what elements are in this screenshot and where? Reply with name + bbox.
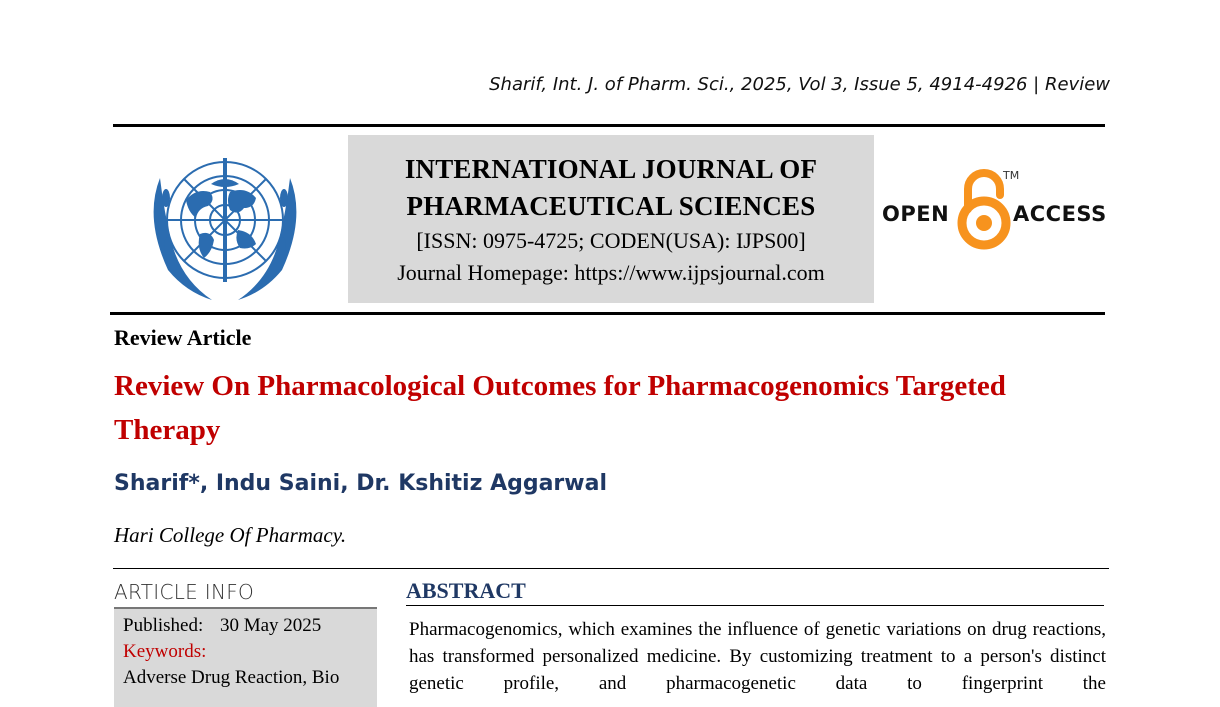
abstract-text: Pharmacogenomics, which examines the influence of genetic variations on drug reactions, has transformed personalized medicine. By customizing treatment to a person's distinct genetic profile, and pharmacogenetic data to fingerprint the	[409, 619, 1106, 694]
keywords-text: Adverse Drug Reaction, Bio	[123, 667, 340, 688]
journal-homepage: Journal Homepage: https://www.ijpsjournal.com	[397, 260, 825, 285]
article-type: Review Article	[114, 325, 252, 350]
trademark-mark: TM	[1003, 169, 1020, 182]
section-divider	[113, 568, 1109, 569]
journal-logo-emblem-icon	[126, 138, 324, 306]
published-row	[123, 613, 368, 639]
open-access-right-text: ACCESS	[1013, 202, 1107, 226]
abstract-heading: ABSTRACT	[406, 578, 1104, 606]
header-top-rule	[113, 124, 1105, 127]
journal-issn: [ISSN: 0975-4725; CODEN(USA): IJPS00]	[416, 228, 806, 253]
article-title: Review On Pharmacological Outcomes for Pharmacogenomics Targeted Therapy	[114, 370, 1006, 446]
article-info-box	[114, 607, 377, 707]
article-info-heading: ARTICLE INFO	[114, 580, 255, 604]
open-access-logo	[880, 165, 1110, 255]
journal-header-box	[348, 135, 874, 303]
journal-name-line1: INTERNATIONAL JOURNAL OF	[404, 154, 818, 184]
author-list: Sharif*, Indu Saini, Dr. Kshitiz Aggarwal	[114, 471, 607, 496]
published-date: 30 May 2025	[219, 615, 322, 636]
affiliation: Hari College Of Pharmacy.	[114, 523, 347, 547]
keywords-label: Keywords:	[123, 641, 207, 662]
published-label: Published:	[123, 615, 204, 636]
header-bottom-rule	[110, 312, 1105, 315]
journal-name-line2: PHARMACEUTICAL SCIENCES	[406, 191, 816, 221]
citation-line: Sharif, Int. J. of Pharm. Sci., 2025, Vol 3, Issue 5, 4914-4926 | Review	[489, 74, 1110, 95]
open-access-left-text: OPEN	[882, 202, 950, 226]
